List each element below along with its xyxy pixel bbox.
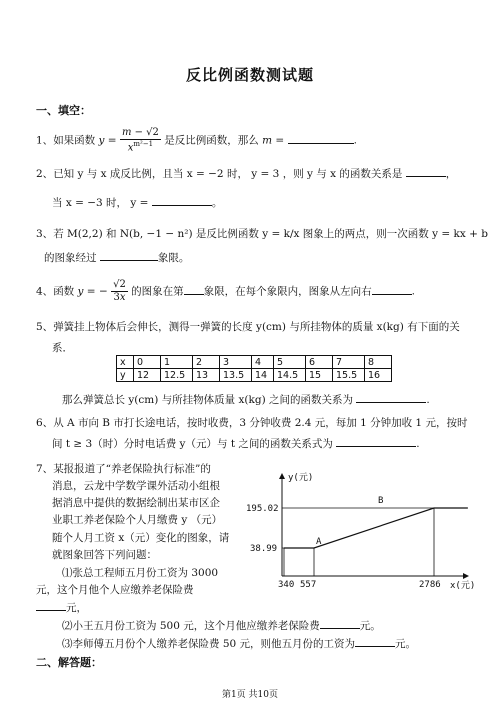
q7-line: 某报报道了“养老保险执行标准”的 bbox=[53, 463, 211, 475]
y-tick-label: 195.02 bbox=[246, 504, 279, 514]
question-2 bbox=[36, 166, 456, 181]
q4-mid: 的图象在第 bbox=[131, 285, 184, 298]
q4-fraction: $\frac{√2}{3x}$ bbox=[113, 279, 126, 303]
table-cell: 12 bbox=[134, 369, 161, 382]
q7-s2-tail: 元。 bbox=[359, 620, 381, 632]
question-6 bbox=[36, 415, 467, 430]
table-cell: 1 bbox=[161, 356, 193, 369]
q7-sub-2 bbox=[62, 618, 381, 633]
question-2-line2 bbox=[52, 195, 222, 210]
q7-line: 业职工养老保险个人月缴费 y （元） bbox=[52, 514, 223, 526]
q7-s3-tail: 元。 bbox=[395, 638, 417, 650]
x-tick-label: 557 bbox=[300, 580, 317, 590]
table-row-x bbox=[117, 356, 392, 369]
q7-l9-tail: 元， bbox=[66, 602, 87, 614]
q1-answer-blank[interactable] bbox=[288, 133, 354, 144]
q7-answer-blank-2[interactable] bbox=[320, 618, 360, 629]
q6-tail2: . bbox=[416, 438, 420, 450]
table-header-x: x bbox=[117, 356, 134, 369]
section-answers: 二、解答题： bbox=[36, 656, 102, 669]
q5-number: 5、 bbox=[36, 321, 54, 333]
q6-answer-blank[interactable] bbox=[336, 436, 416, 447]
q4-prefix: 函数 bbox=[53, 285, 75, 298]
q1-prefix: 如果函数 bbox=[53, 134, 96, 147]
question-4: 4、函数 y = − $\frac{√2}{3x}$ 的图象在第 象限，在每个象限内，图象从左向右 . bbox=[36, 279, 415, 303]
q7-line-9 bbox=[36, 600, 87, 615]
q3-number: 3、 bbox=[36, 228, 54, 240]
table-cell: 13 bbox=[193, 369, 220, 382]
series-line bbox=[284, 508, 468, 548]
table-cell: 3 bbox=[220, 356, 252, 369]
insurance-chart bbox=[244, 466, 484, 590]
q7-line: 元，这个月他个人应缴养老保险费 bbox=[36, 584, 194, 596]
table-cell: 13.5 bbox=[220, 369, 252, 382]
table-cell: 15.5 bbox=[333, 369, 365, 382]
q7-line: 随个人月工资 x（元）变化的图象，请 bbox=[52, 532, 230, 544]
table-cell: 12.5 bbox=[161, 369, 193, 382]
q3-line2-text: 的图象经过 bbox=[44, 252, 97, 264]
q7-answer-blank-1[interactable] bbox=[36, 600, 66, 611]
q7-line: 消息，云龙中学数学课外活动小组根 bbox=[52, 480, 220, 492]
q5-after-text: 那么弹簧总长 y(cm) 与所挂物体质量 x(kg) 之间的函数关系为 bbox=[62, 394, 354, 406]
q2-text: 已知 y 与 x 成反比例，且当 x = −2 时， y = 3 ，则 y 与 x 的函数关系是 bbox=[53, 168, 403, 180]
q3-text: 若 M(2,2) 和 N(b, −1 − n²) 是反比例函数 y = k/x 图象上的两点，则一次函数 y = kx + b bbox=[53, 228, 489, 240]
table-cell: 7 bbox=[333, 356, 365, 369]
table-cell: 14 bbox=[252, 369, 274, 382]
x-axis-label: x(元) bbox=[450, 581, 476, 590]
question-7 bbox=[36, 461, 211, 476]
q5-answer-blank[interactable] bbox=[356, 392, 426, 403]
question-6-line2 bbox=[52, 436, 420, 451]
spring-data-table bbox=[116, 355, 392, 382]
y-axis-label: y(元) bbox=[288, 473, 314, 483]
q7-number: 7、 bbox=[36, 463, 54, 475]
x-tick-label: 340 bbox=[278, 580, 295, 590]
table-cell: 14.5 bbox=[274, 369, 306, 382]
point-label-b: B bbox=[378, 496, 384, 506]
q6-number: 6、 bbox=[36, 417, 54, 429]
q7-line: 据消息中提供的数据绘制出某市区企 bbox=[52, 497, 220, 509]
q5-after bbox=[62, 392, 430, 407]
q7-line: 就图象回答下列问题： bbox=[52, 549, 157, 561]
question-3-line2 bbox=[44, 250, 189, 265]
q7-s2-text: ⑵小王五月份工资为 500 元，这个月他应缴养老保险费 bbox=[62, 620, 320, 632]
q1-suffix: 是反比例函数，那么 bbox=[164, 134, 259, 147]
table-row-y bbox=[117, 369, 392, 382]
q3-tail2: 象限。 bbox=[157, 252, 190, 264]
table-cell: 2 bbox=[193, 356, 220, 369]
q4-answer-blank-1[interactable] bbox=[184, 284, 204, 295]
q7-s3-text: ⑶李师傅五月份个人缴养老保险费 50 元，则他五月份的工资为 bbox=[62, 638, 356, 650]
q2-tail: ， bbox=[445, 168, 457, 180]
q2-number: 2、 bbox=[36, 168, 54, 180]
q5-after-tail: . bbox=[426, 394, 430, 406]
table-cell: 4 bbox=[252, 356, 274, 369]
q3-answer-blank[interactable] bbox=[100, 250, 158, 261]
q4-tail: . bbox=[411, 285, 415, 298]
y-tick-label: 38.99 bbox=[250, 544, 278, 554]
q5-text: 弹簧挂上物体后会伸长，测得一弹簧的长度 y(cm) 与所挂物体的质量 x(kg) 有下面的关 bbox=[53, 321, 460, 333]
x-tick-label: 2786 bbox=[419, 580, 441, 590]
q6-text: 从 A 市向 B 市打长途电话，按时收费，3 分钟收费 2.4 元，每加 1 分钟加收 1 元，按时 bbox=[53, 417, 468, 429]
table-cell: 5 bbox=[274, 356, 306, 369]
question-5 bbox=[36, 319, 460, 334]
q4-number: 4、 bbox=[36, 285, 54, 298]
page-title: 反比例函数测试题 bbox=[185, 66, 314, 84]
q7-answer-blank-3[interactable] bbox=[355, 636, 395, 647]
q4-answer-blank-2[interactable] bbox=[372, 284, 412, 295]
table-header-y: y bbox=[117, 369, 134, 382]
page-footer: 第1页 共10页 bbox=[221, 690, 279, 700]
q4-mid2: 象限，在每个象限内，图象从左向右 bbox=[203, 285, 372, 298]
table-cell: 6 bbox=[306, 356, 333, 369]
q6-line2-text: 间 t ≥ 3（时）分时电话费 y（元）与 t 之间的函数关系式为 bbox=[52, 438, 333, 450]
q1-fraction: $\frac{m - √2}{x^{m^2-1}}$ bbox=[121, 127, 159, 154]
table-cell: 8 bbox=[365, 356, 392, 369]
q7-line: ⑴张总工程师五月份工资为 3000 bbox=[62, 567, 219, 579]
q2-tail2: 。 bbox=[211, 197, 223, 209]
question-3 bbox=[36, 226, 488, 241]
point-label-a: A bbox=[316, 537, 322, 547]
q5-line2: 系． bbox=[52, 342, 73, 354]
table-cell: 0 bbox=[134, 356, 161, 369]
q7-sub-3 bbox=[62, 636, 416, 651]
section-fill-blank: 一、填空： bbox=[36, 104, 91, 117]
q1-tail: . bbox=[353, 134, 357, 147]
question-1: 1、如果函数 y = $\frac{m - √2}{x^{m^2-1}}$ 是反比例函数，那么 m = . bbox=[36, 127, 357, 154]
q1-number: 1、 bbox=[36, 134, 54, 147]
q2-answer-blank[interactable] bbox=[406, 166, 446, 177]
q2-answer-blank-2[interactable] bbox=[152, 195, 212, 206]
table-cell: 16 bbox=[365, 369, 392, 382]
q2-line2-text: 当 x = −3 时， y = bbox=[52, 197, 149, 209]
table-cell: 15 bbox=[306, 369, 333, 382]
